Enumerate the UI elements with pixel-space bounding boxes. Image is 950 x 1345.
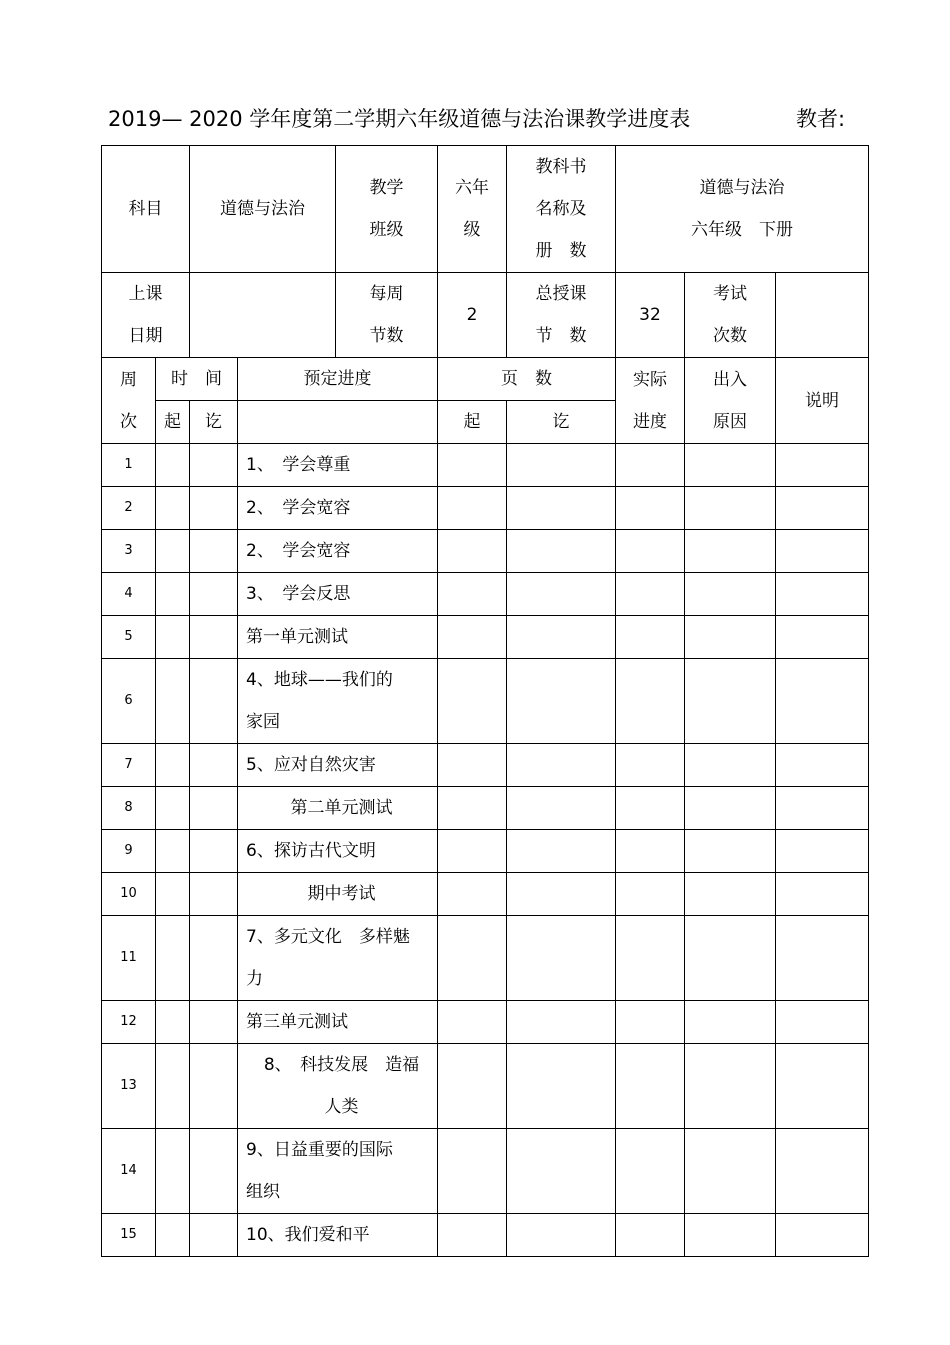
exam-label-line2: 次数	[713, 326, 747, 346]
week-cell: 12	[102, 1001, 156, 1044]
diff-cell	[685, 744, 776, 787]
plan-cell	[238, 916, 438, 1001]
note-cell	[776, 1001, 869, 1044]
time-start-cell	[156, 1214, 190, 1257]
table-row	[102, 787, 869, 830]
weekly-label-line1: 每周	[369, 284, 404, 304]
time-end-cell	[190, 1214, 238, 1257]
plan-cell: 10、我们爱和平	[238, 1214, 438, 1257]
page-end-cell	[507, 1214, 616, 1257]
actual-cell	[616, 444, 685, 487]
page-start-cell	[438, 1044, 507, 1129]
plan-cell	[238, 1044, 438, 1129]
table-row	[102, 1001, 869, 1044]
time-end-cell	[190, 1001, 238, 1044]
table-row	[102, 1214, 869, 1257]
page-end-cell	[507, 616, 616, 659]
plan-subheader	[238, 401, 438, 444]
time-start-cell	[156, 616, 190, 659]
time-start-cell	[156, 916, 190, 1001]
plan-line1: 8、 科技发展 造福	[263, 1055, 420, 1075]
table-row	[102, 530, 869, 573]
time-end-cell	[190, 744, 238, 787]
page-end-cell	[507, 487, 616, 530]
week-cell: 10	[102, 873, 156, 916]
time-start-cell	[156, 873, 190, 916]
diff-cell	[685, 1129, 776, 1214]
note-cell	[776, 1044, 869, 1129]
week-header-line1: 周	[120, 369, 137, 390]
actual-cell	[616, 1214, 685, 1257]
page-end-cell	[507, 1044, 616, 1129]
page-end-cell	[507, 830, 616, 873]
plan-cell: 第二单元测试	[238, 787, 438, 830]
diff-cell	[685, 487, 776, 530]
week-cell: 15	[102, 1214, 156, 1257]
book-value-line2: 六年级 下册	[691, 220, 793, 240]
date-label-line1: 上课	[128, 284, 163, 304]
plan-cell: 第三单元测试	[238, 1001, 438, 1044]
page-title: 2019— 2020 学年度第二学期六年级道德与法治课教学进度表	[108, 107, 691, 131]
table-row	[102, 573, 869, 616]
column-header-row-1	[102, 358, 869, 401]
table-row	[102, 873, 869, 916]
page-start-cell	[438, 1001, 507, 1044]
note-cell	[776, 573, 869, 616]
time-end-cell	[190, 444, 238, 487]
plan-cell: 1、 学会尊重	[238, 444, 438, 487]
diff-cell	[685, 444, 776, 487]
week-cell: 13	[102, 1044, 156, 1129]
total-label	[507, 273, 616, 358]
week-cell: 11	[102, 916, 156, 1001]
exam-label	[685, 273, 776, 358]
weekly-label-line2: 节数	[369, 326, 404, 346]
plan-header: 预定进度	[238, 358, 438, 401]
note-cell	[776, 830, 869, 873]
week-cell: 1	[102, 444, 156, 487]
book-label-line3: 册 数	[535, 241, 587, 261]
time-start-cell	[156, 487, 190, 530]
time-end-cell	[190, 530, 238, 573]
class-label-line2: 班级	[369, 220, 404, 240]
note-cell	[776, 1129, 869, 1214]
actual-cell	[616, 487, 685, 530]
time-end-cell	[190, 1044, 238, 1129]
note-cell	[776, 487, 869, 530]
weekly-label	[336, 273, 438, 358]
page-start-cell	[438, 873, 507, 916]
plan-cell: 3、 学会反思	[238, 573, 438, 616]
time-end-cell	[190, 1129, 238, 1214]
time-start-cell	[156, 787, 190, 830]
page-start-cell	[438, 787, 507, 830]
subject-value: 道德与法治	[190, 146, 336, 273]
actual-cell	[616, 916, 685, 1001]
actual-cell	[616, 830, 685, 873]
plan-cell: 第一单元测试	[238, 616, 438, 659]
time-end-cell	[190, 487, 238, 530]
plan-line2: 力	[246, 969, 263, 989]
week-cell: 14	[102, 1129, 156, 1214]
date-label-line2: 日期	[128, 326, 163, 346]
book-label	[507, 146, 616, 273]
class-label	[336, 146, 438, 273]
actual-header-line2: 进度	[633, 411, 667, 432]
note-cell	[776, 787, 869, 830]
diff-cell	[685, 1044, 776, 1129]
note-cell	[776, 530, 869, 573]
plan-line1: 9、日益重要的国际	[246, 1140, 393, 1160]
page-end-cell	[507, 873, 616, 916]
diff-cell	[685, 530, 776, 573]
note-header: 说明	[776, 358, 869, 444]
diff-cell	[685, 659, 776, 744]
table-row	[102, 1129, 869, 1214]
actual-cell	[616, 744, 685, 787]
pages-start-header: 起	[438, 401, 507, 444]
actual-header-line1: 实际	[633, 369, 667, 390]
table-row	[102, 830, 869, 873]
plan-cell	[238, 659, 438, 744]
table-row	[102, 744, 869, 787]
week-cell: 8	[102, 787, 156, 830]
diff-cell	[685, 787, 776, 830]
time-end-cell	[190, 873, 238, 916]
time-header: 时 间	[156, 358, 238, 401]
pages-header: 页 数	[438, 358, 616, 401]
actual-cell	[616, 1044, 685, 1129]
table-row	[102, 444, 869, 487]
page-end-cell	[507, 1001, 616, 1044]
plan-line1: 7、多元文化 多样魅	[246, 927, 410, 947]
note-cell	[776, 1214, 869, 1257]
plan-cell: 5、应对自然灾害	[238, 744, 438, 787]
page-end-cell	[507, 1129, 616, 1214]
week-cell: 6	[102, 659, 156, 744]
time-start-cell	[156, 1001, 190, 1044]
note-cell	[776, 916, 869, 1001]
actual-cell	[616, 659, 685, 744]
plan-line2: 组织	[246, 1182, 280, 1202]
class-label-line1: 教学	[369, 178, 404, 198]
diff-cell	[685, 830, 776, 873]
subject-label: 科目	[102, 146, 190, 273]
time-start-cell	[156, 1044, 190, 1129]
week-cell: 3	[102, 530, 156, 573]
actual-cell	[616, 787, 685, 830]
time-end-cell	[190, 573, 238, 616]
class-value	[438, 146, 507, 273]
diff-cell	[685, 873, 776, 916]
page-start-cell	[438, 830, 507, 873]
page-end-cell	[507, 530, 616, 573]
plan-cell: 6、探访古代文明	[238, 830, 438, 873]
actual-header	[616, 358, 685, 444]
page-start-cell	[438, 744, 507, 787]
actual-cell	[616, 1001, 685, 1044]
actual-cell	[616, 530, 685, 573]
page-end-cell	[507, 659, 616, 744]
class-value-line2: 级	[463, 220, 481, 240]
week-header-line2: 次	[120, 411, 137, 432]
exam-value	[776, 273, 869, 358]
time-start-cell	[156, 659, 190, 744]
table-row	[102, 616, 869, 659]
actual-cell	[616, 573, 685, 616]
schedule-table	[101, 145, 869, 1257]
table-row	[102, 487, 869, 530]
page-start-cell	[438, 659, 507, 744]
diff-cell	[685, 1214, 776, 1257]
page-start-cell	[438, 487, 507, 530]
week-header	[102, 358, 156, 444]
note-cell	[776, 444, 869, 487]
diff-cell	[685, 1001, 776, 1044]
book-label-line1: 教科书	[535, 157, 587, 177]
diff-header-line1: 出入	[713, 369, 747, 390]
teacher-label: 教者:	[796, 107, 846, 131]
week-cell: 7	[102, 744, 156, 787]
time-start-cell	[156, 1129, 190, 1214]
page-end-cell	[507, 787, 616, 830]
table-row	[102, 916, 869, 1001]
page-end-cell	[507, 573, 616, 616]
plan-line2: 人类	[324, 1097, 359, 1117]
info-row-2	[102, 273, 869, 358]
book-label-line2: 名称及	[535, 199, 587, 219]
note-cell	[776, 873, 869, 916]
total-label-line1: 总授课	[535, 284, 587, 304]
week-cell: 5	[102, 616, 156, 659]
page-start-cell	[438, 916, 507, 1001]
page-start-cell	[438, 573, 507, 616]
exam-label-line1: 考试	[713, 284, 747, 304]
pages-end-header: 讫	[507, 401, 616, 444]
page-start-cell	[438, 444, 507, 487]
actual-cell	[616, 1129, 685, 1214]
plan-line2: 家园	[246, 712, 280, 732]
diff-cell	[685, 916, 776, 1001]
time-end-cell	[190, 787, 238, 830]
diff-cell	[685, 616, 776, 659]
actual-cell	[616, 873, 685, 916]
page-start-cell	[438, 616, 507, 659]
week-cell: 2	[102, 487, 156, 530]
week-cell: 4	[102, 573, 156, 616]
note-cell	[776, 616, 869, 659]
plan-cell: 2、 学会宽容	[238, 487, 438, 530]
diff-cell	[685, 573, 776, 616]
page-start-cell	[438, 530, 507, 573]
class-value-line1: 六年	[455, 178, 489, 198]
time-end-cell	[190, 916, 238, 1001]
total-label-line2: 节 数	[535, 326, 587, 346]
time-start-cell	[156, 530, 190, 573]
weekly-value: 2	[438, 273, 507, 358]
note-cell	[776, 659, 869, 744]
date-value	[190, 273, 336, 358]
book-value	[616, 146, 869, 273]
note-cell	[776, 744, 869, 787]
actual-cell	[616, 616, 685, 659]
total-value: 32	[616, 273, 685, 358]
time-start-cell	[156, 444, 190, 487]
table-row	[102, 659, 869, 744]
date-label	[102, 273, 190, 358]
time-end-cell	[190, 616, 238, 659]
time-end-cell	[190, 830, 238, 873]
time-end-cell	[190, 659, 238, 744]
time-start-header: 起	[156, 401, 190, 444]
page-end-cell	[507, 744, 616, 787]
time-start-cell	[156, 573, 190, 616]
plan-cell	[238, 1129, 438, 1214]
plan-line1: 4、地球——我们的	[246, 670, 393, 690]
page-end-cell	[507, 444, 616, 487]
info-row-1	[102, 146, 869, 273]
page-start-cell	[438, 1214, 507, 1257]
plan-cell: 2、 学会宽容	[238, 530, 438, 573]
time-end-header: 讫	[190, 401, 238, 444]
diff-header	[685, 358, 776, 444]
table-row	[102, 1044, 869, 1129]
time-start-cell	[156, 744, 190, 787]
page-start-cell	[438, 1129, 507, 1214]
plan-cell: 期中考试	[238, 873, 438, 916]
book-value-line1: 道德与法治	[699, 178, 785, 198]
time-start-cell	[156, 830, 190, 873]
diff-header-line2: 原因	[713, 411, 747, 432]
page-end-cell	[507, 916, 616, 1001]
week-cell: 9	[102, 830, 156, 873]
